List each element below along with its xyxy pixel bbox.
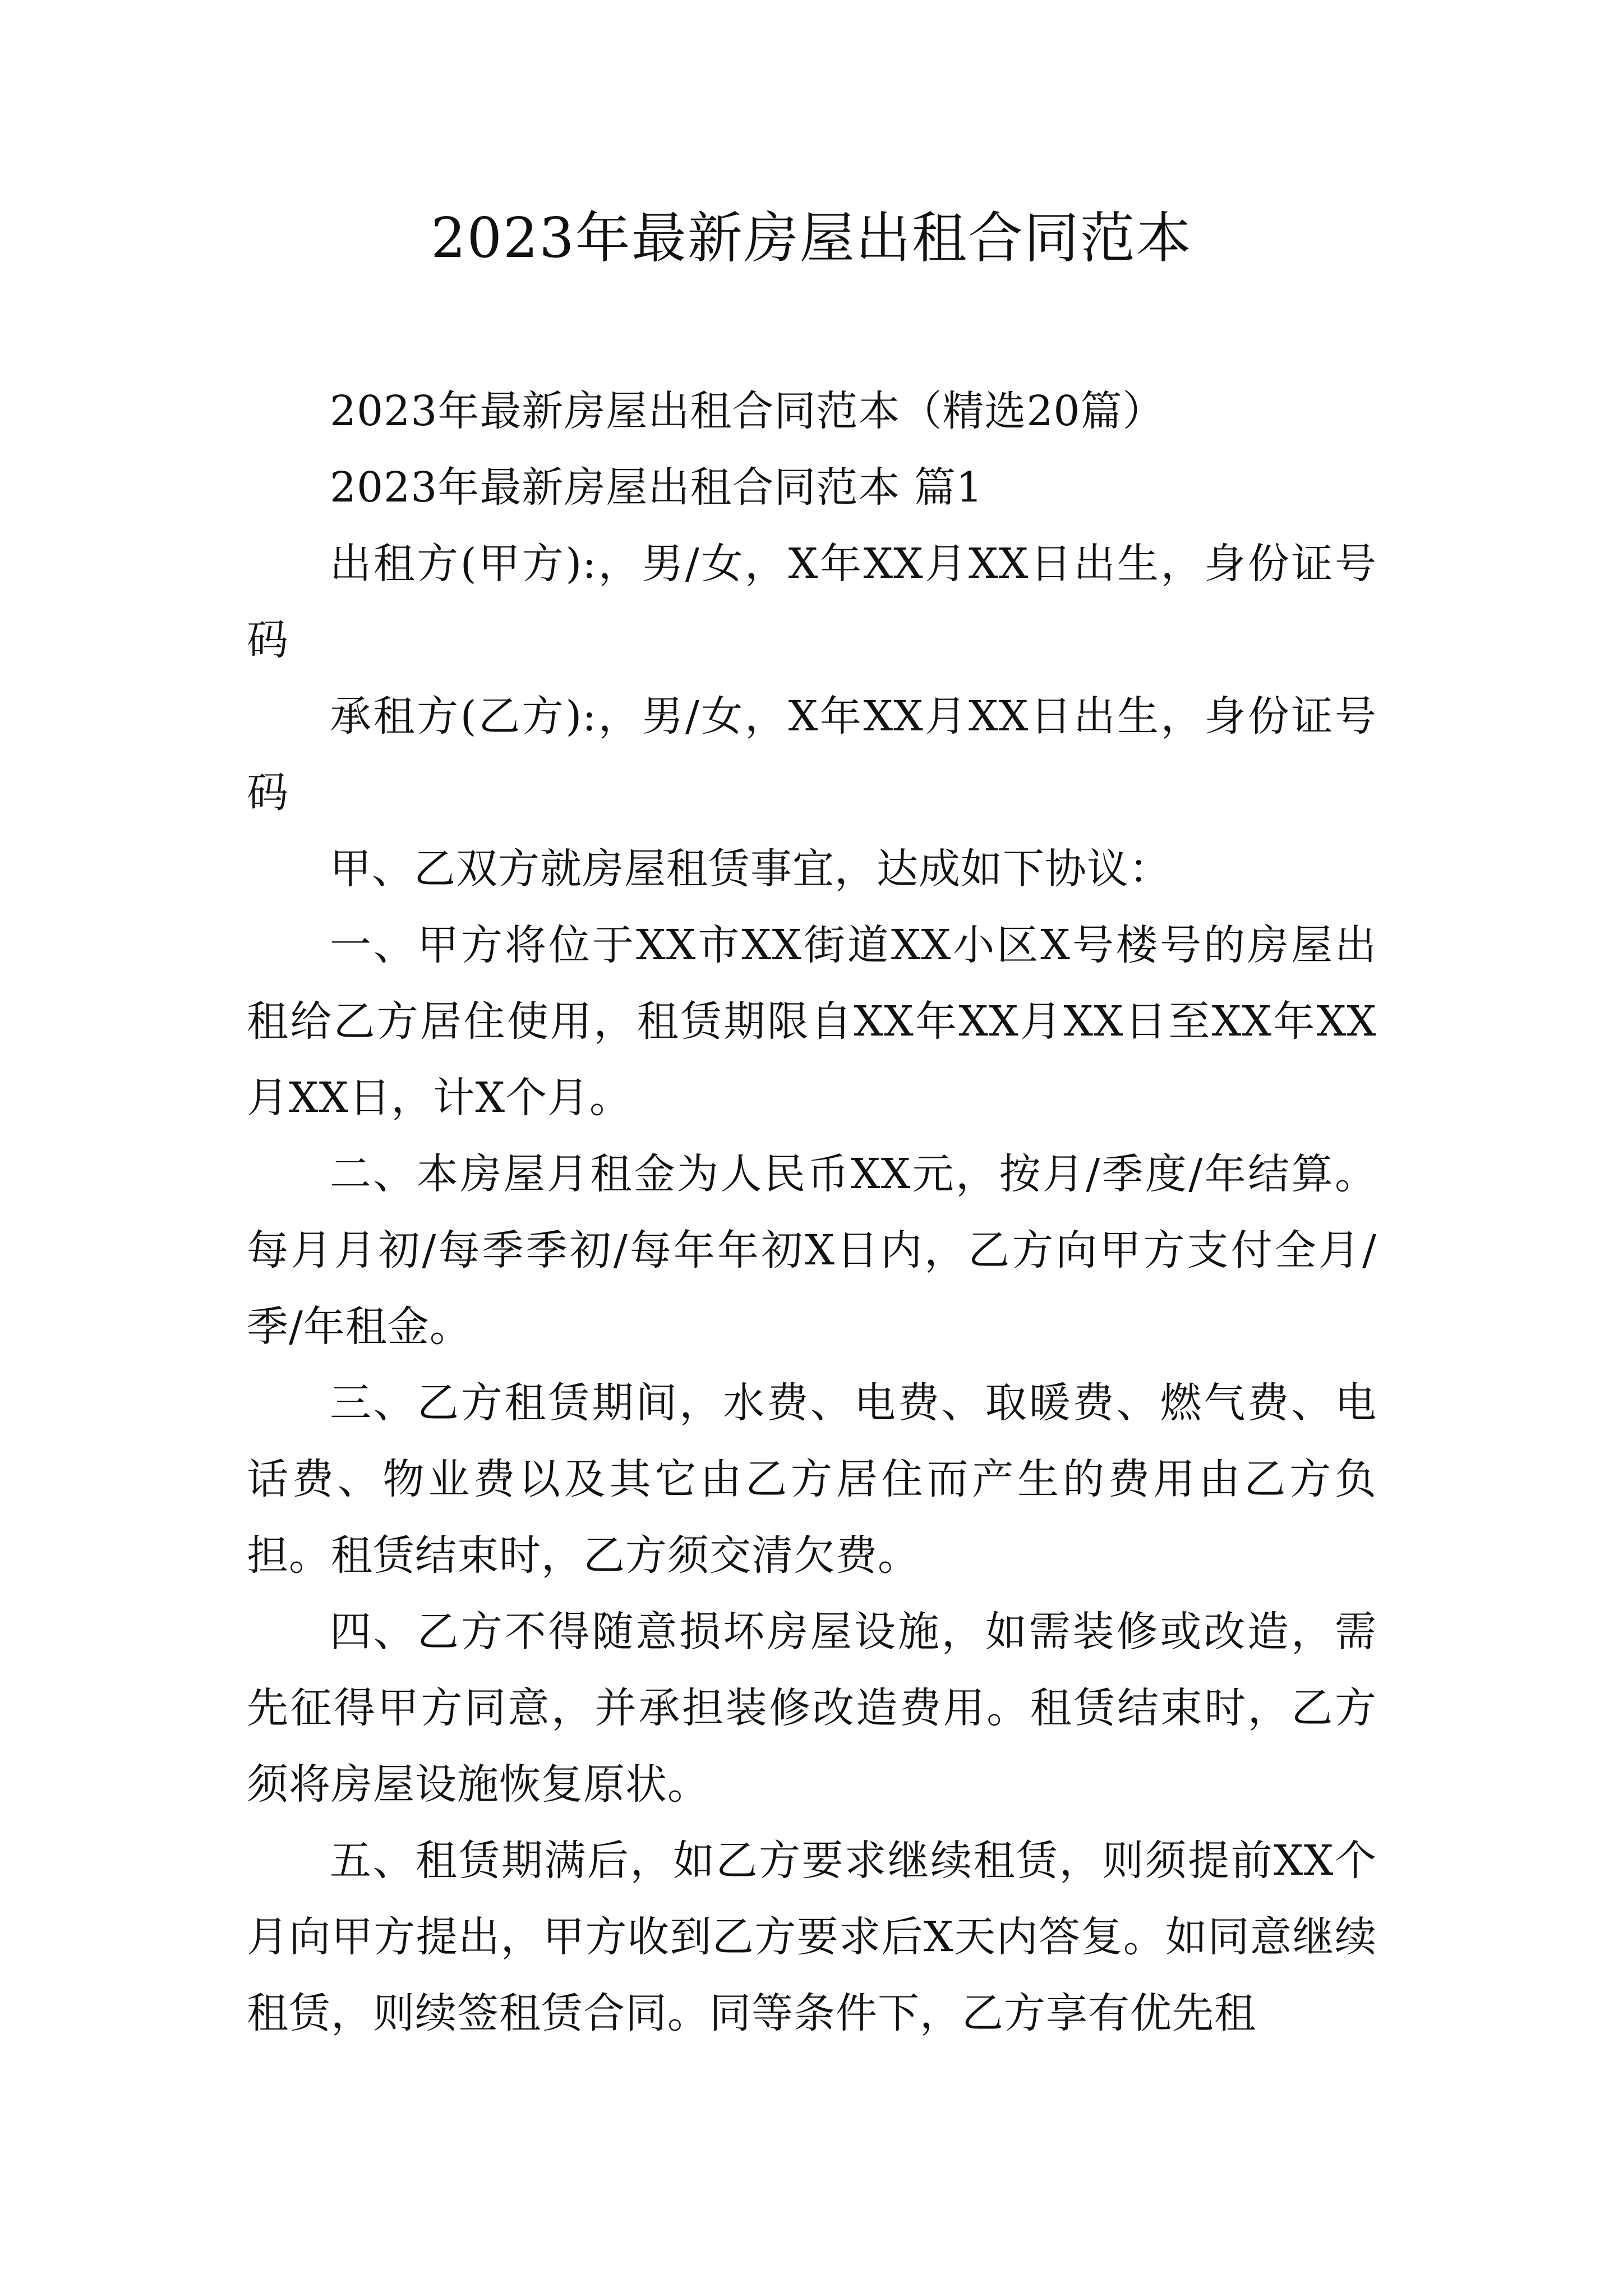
- document-body: [247, 373, 1377, 2051]
- paragraph-clause-3: 三、乙方租赁期间，水费、电费、取暖费、燃气费、电话费、物业费以及其它由乙方居住而产生的费用由乙方负担。租赁结束时，乙方须交清欠费。: [247, 1379, 1377, 1580]
- paragraph-clause-2: 二、本房屋月租金为人民币XX元，按月/季度/年结算。每月月初/每季季初/每年年初X日内，乙方向甲方支付全月/季/年租金。: [247, 1150, 1377, 1351]
- document-title: 2023年最新房屋出租合同范本: [431, 206, 1192, 270]
- paragraph-lessee: 承租方(乙方):，男/女，X年XX月XX日出生，身份证号码: [247, 692, 1377, 817]
- paragraph-collection-heading: 2023年最新房屋出租合同范本（精选20篇）: [330, 387, 1165, 435]
- paragraph-lessor: 出租方(甲方):，男/女，X年XX月XX日出生，身份证号码: [247, 540, 1377, 664]
- paragraph-agreement-intro: 甲、乙双方就房屋租赁事宜，达成如下协议：: [330, 845, 1171, 893]
- paragraph-section-heading: 2023年最新房屋出租合同范本 篇1: [330, 463, 983, 512]
- paragraph-clause-5: 五、租赁期满后，如乙方要求继续租赁，则须提前XX个月向甲方提出，甲方收到乙方要求后X天内答复。如同意继续租赁，则续签租赁合同。同等条件下，乙方享有优先租: [247, 1837, 1377, 2037]
- paragraph-clause-1: 一、甲方将位于XX市XX街道XX小区X号楼号的房屋出租给乙方居住使用，租赁期限自XX年XX月XX日至XX年XX月XX日，计X个月。: [247, 921, 1377, 1122]
- paragraph-clause-4: 四、乙方不得随意损坏房屋设施，如需装修或改造，需先征得甲方同意，并承担装修改造费用。租赁结束时，乙方须将房屋设施恢复原状。: [247, 1608, 1377, 1809]
